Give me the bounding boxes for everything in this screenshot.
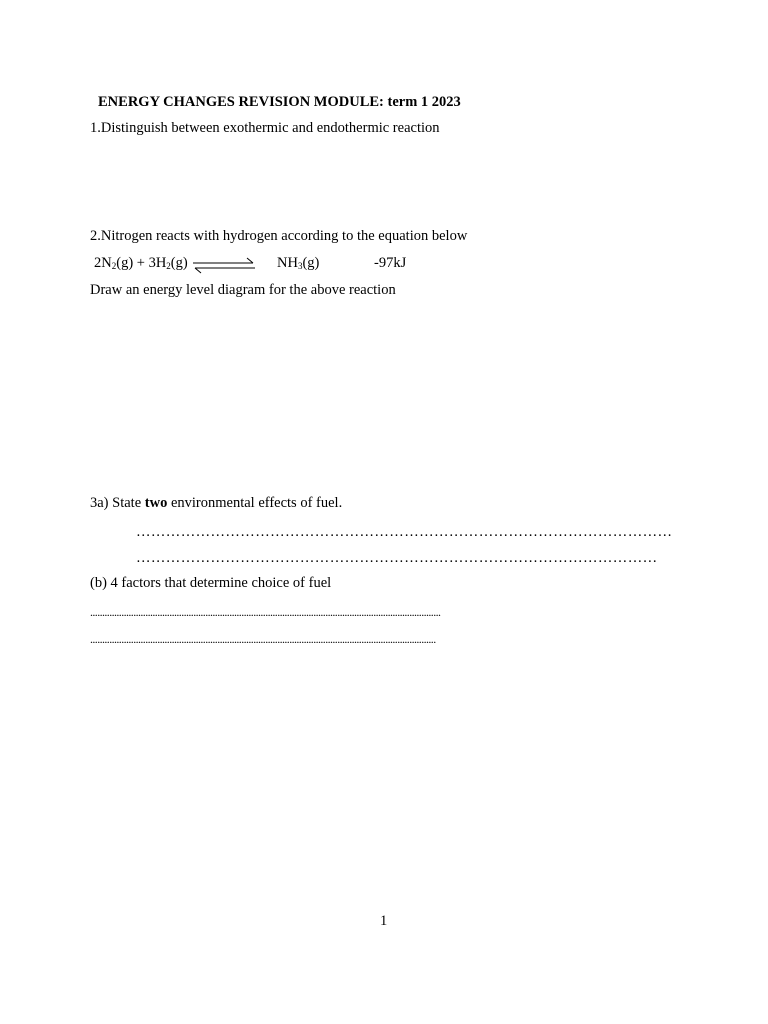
answer-line: ................................................................................................................................................ <box>90 632 436 646</box>
question-2: 2.Nitrogen reacts with hydrogen according to the equation below <box>90 228 468 244</box>
equilibrium-arrow-icon <box>191 255 257 275</box>
answer-line: ……………………………………………………………………………………………… <box>136 524 673 540</box>
question-3a: 3a) State two environmental effects of fuel. <box>90 495 343 511</box>
equation-reactants: $2N_2(g) + 3H_2(g)$ <box>94 255 188 271</box>
question-3b: (b) 4 factors that determine choice of fuel <box>90 575 332 591</box>
equation-product: $NH_3(g)$ <box>277 255 320 271</box>
equation-enthalpy: -97kJ <box>374 255 407 271</box>
question-1: 1.Distinguish between exothermic and endothermic reaction <box>90 120 440 136</box>
question-2-instruction: Draw an energy level diagram for the above reaction <box>90 282 396 298</box>
page-title: ENERGY CHANGES REVISION MODULE: term 1 2023 <box>98 94 461 110</box>
answer-line: …………………………………………………………………………………………… <box>136 550 658 566</box>
page-number: 1 <box>380 913 388 929</box>
answer-line: .................................................................................................................................................. <box>90 605 441 619</box>
